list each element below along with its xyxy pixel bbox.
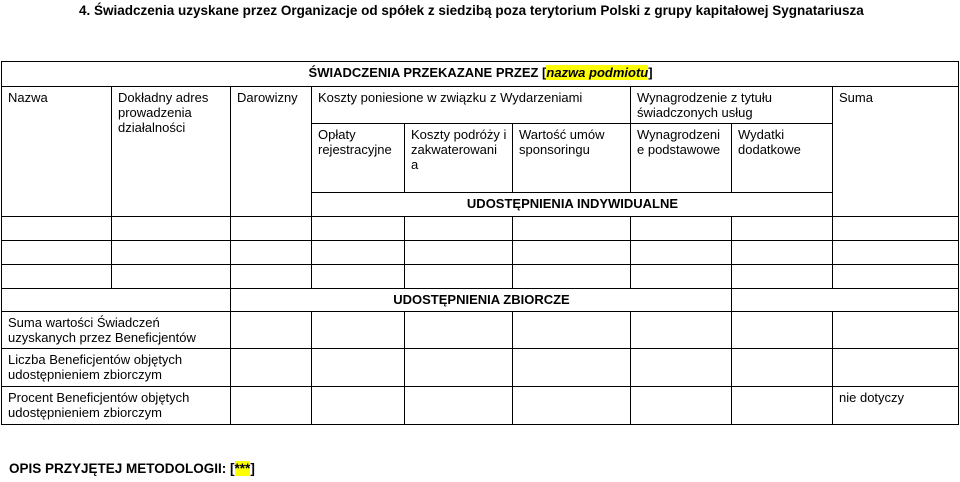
column-header-travel-costs: Koszty podróży i zakwaterowani a xyxy=(405,124,513,193)
methodology-line xyxy=(9,461,255,476)
table-cell xyxy=(405,349,513,387)
table-cell xyxy=(312,312,405,349)
column-header-extra-costs: Wydatki dodatkowe xyxy=(732,124,833,193)
table-cell xyxy=(513,349,631,387)
table-cell xyxy=(732,241,833,265)
table-cell xyxy=(312,241,405,265)
column-header-address: Dokładny adres prowadzenia działalności xyxy=(112,87,231,217)
aggregate-row-total xyxy=(833,312,959,349)
table-cell xyxy=(231,265,312,289)
table-cell xyxy=(513,387,631,425)
aggregate-row xyxy=(2,312,959,349)
table-cell xyxy=(833,217,959,241)
table-cell xyxy=(833,265,959,289)
table-cell xyxy=(112,265,231,289)
table-cell xyxy=(231,217,312,241)
table-cell xyxy=(312,349,405,387)
table-cell xyxy=(231,241,312,265)
aggregate-row-total xyxy=(833,349,959,387)
column-header-service-fees: Wynagrodzenie z tytułu świadczonych usług xyxy=(631,87,833,124)
column-header-registration-fees: Opłaty rejestracyjne xyxy=(312,124,405,193)
table-cell xyxy=(631,387,732,425)
aggregate-row-label: Procent Beneficjentów objętych udostępnieniem zbiorczym xyxy=(2,387,231,425)
table-cell xyxy=(405,217,513,241)
column-header-sponsorship: Wartość umów sponsoringu xyxy=(513,124,631,193)
column-header-base-fee: Wynagrodzeni e podstawowe xyxy=(631,124,732,193)
table-cell xyxy=(231,349,312,387)
table-cell xyxy=(2,289,231,312)
aggregate-row-label: Suma wartości Świadczeń uzyskanych przez Beneficjentów xyxy=(2,312,231,349)
table-title-row xyxy=(2,62,959,87)
column-header-name: Nazwa xyxy=(2,87,112,217)
table-cell xyxy=(405,265,513,289)
aggregate-row xyxy=(2,349,959,387)
aggregate-section-label: UDOSTĘPNIENIA ZBIORCZE xyxy=(231,289,732,312)
benefits-table xyxy=(1,61,959,425)
table-cell xyxy=(631,312,732,349)
table-cell xyxy=(732,265,833,289)
table-row xyxy=(2,265,959,289)
table-cell xyxy=(732,349,833,387)
table-row xyxy=(2,217,959,241)
table-cell xyxy=(2,241,112,265)
methodology-suffix: ] xyxy=(250,461,255,476)
table-cell xyxy=(732,289,959,312)
table-cell xyxy=(833,241,959,265)
aggregate-row-label: Liczba Beneficjentów objętych udostępnieniem zbiorczym xyxy=(2,349,231,387)
table-cell xyxy=(231,387,312,425)
methodology-placeholder: *** xyxy=(234,461,251,476)
column-header-event-costs: Koszty poniesione w związku z Wydarzeniami xyxy=(312,87,631,124)
aggregate-row xyxy=(2,387,959,425)
individual-section-label: UDOSTĘPNIENIA INDYWIDUALNE xyxy=(312,193,833,217)
table-cell xyxy=(513,217,631,241)
table-cell xyxy=(631,265,732,289)
table-cell xyxy=(732,387,833,425)
aggregate-section-row xyxy=(2,289,959,312)
table-cell xyxy=(112,241,231,265)
table-cell xyxy=(231,312,312,349)
table-cell xyxy=(2,217,112,241)
header-row xyxy=(2,87,959,124)
table-cell xyxy=(312,217,405,241)
methodology-label: OPIS PRZYJĘTEJ METODOLOGII: [ xyxy=(9,461,235,476)
table-cell xyxy=(513,265,631,289)
table-cell xyxy=(732,217,833,241)
table-cell xyxy=(732,312,833,349)
table-cell xyxy=(312,387,405,425)
section-heading: 4. Świadczenia uzyskane przez Organizacje od spółek z siedzibą poza terytorium Polski z grupy kapitałowej Sygnatariusza xyxy=(79,3,864,18)
table-cell xyxy=(631,349,732,387)
table-cell xyxy=(312,265,405,289)
aggregate-row-total: nie dotyczy xyxy=(833,387,959,425)
column-header-total: Suma xyxy=(833,87,959,217)
table-cell xyxy=(631,217,732,241)
table-cell xyxy=(405,387,513,425)
entity-name-placeholder: nazwa podmiotu xyxy=(546,65,649,80)
table-row xyxy=(2,241,959,265)
table-cell xyxy=(112,217,231,241)
table-title-prefix: ŚWIADCZENIA PRZEKAZANE PRZEZ [ xyxy=(308,65,547,80)
table-title-suffix: ] xyxy=(648,65,653,80)
column-header-donations: Darowizny xyxy=(231,87,312,217)
table-cell xyxy=(2,265,112,289)
table-cell xyxy=(631,241,732,265)
table-cell xyxy=(513,312,631,349)
table-cell xyxy=(405,241,513,265)
table-cell xyxy=(405,312,513,349)
table-title xyxy=(2,62,959,87)
table-cell xyxy=(513,241,631,265)
